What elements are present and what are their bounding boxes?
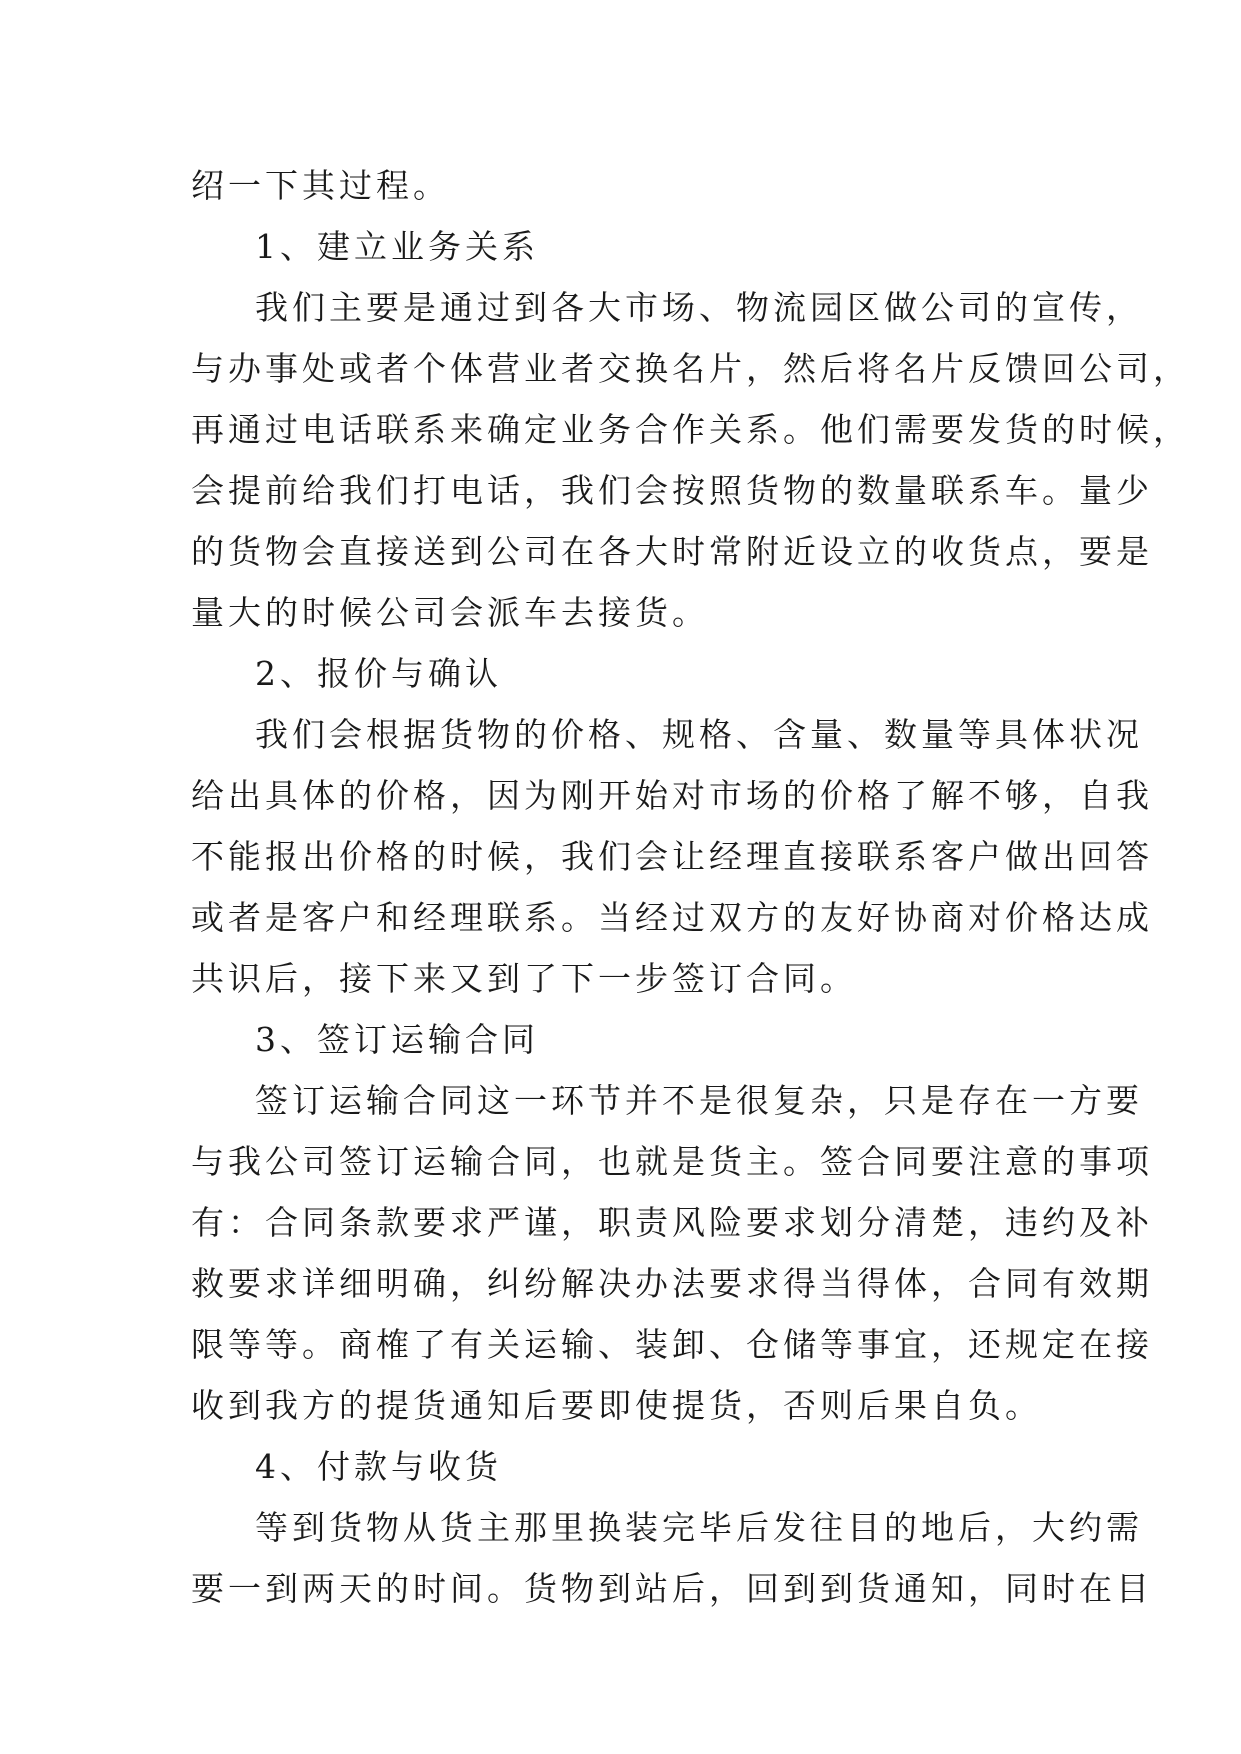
text-line: 不能报出价格的时候，我们会让经理直接联系客户做出回答 [191,837,1153,876]
text-line: 救要求详细明确，纠纷解决办法要求得当得体，合同有效期 [191,1264,1153,1303]
text-line: 与办事处或者个体营业者交换名片，然后将名片反馈回公司， [191,349,1190,388]
text-line: 有：合同条款要求严谨，职责风险要求划分清楚，违约及补 [191,1203,1153,1242]
text-line: 限等等。商榷了有关运输、装卸、仓储等事宜，还规定在接 [191,1325,1153,1364]
text-line: 收到我方的提货通知后要即使提货，否则后果自负。 [191,1386,1042,1425]
text-line: 给出具体的价格，因为刚开始对市场的价格了解不够，自我 [191,776,1153,815]
section-heading-4: 4、付款与收货 [255,1447,502,1486]
text-line: 或者是客户和经理联系。当经过双方的友好协商对价格达成 [191,898,1153,937]
text-line: 我们主要是通过到各大市场、物流园区做公司的宣传， [255,288,1143,327]
text-line: 会提前给我们打电话，我们会按照货物的数量联系车。量少 [191,471,1153,510]
text-line: 要一到两天的时间。货物到站后，回到到货通知，同时在目 [191,1569,1153,1608]
document-body [191,155,1190,1619]
text-line: 共识后，接下来又到了下一步签订合同。 [191,959,857,998]
text-line: 量大的时候公司会派车去接货。 [191,593,709,632]
text-line: 签订运输合同这一环节并不是很复杂，只是存在一方要 [255,1081,1143,1120]
text-line: 绍一下其过程。 [191,166,450,205]
text-line: 等到货物从货主那里换装完毕后发往目的地后，大约需 [255,1508,1143,1547]
section-heading-1: 1、建立业务关系 [255,227,539,266]
text-line: 的货物会直接送到公司在各大时常附近设立的收货点，要是 [191,532,1153,571]
text-line: 再通过电话联系来确定业务合作关系。他们需要发货的时候， [191,410,1190,449]
text-line: 与我公司签订运输合同，也就是货主。签合同要注意的事项 [191,1142,1153,1181]
text-line: 我们会根据货物的价格、规格、含量、数量等具体状况 [255,715,1143,754]
section-heading-2: 2、报价与确认 [255,654,502,693]
section-heading-3: 3、签订运输合同 [255,1020,539,1059]
